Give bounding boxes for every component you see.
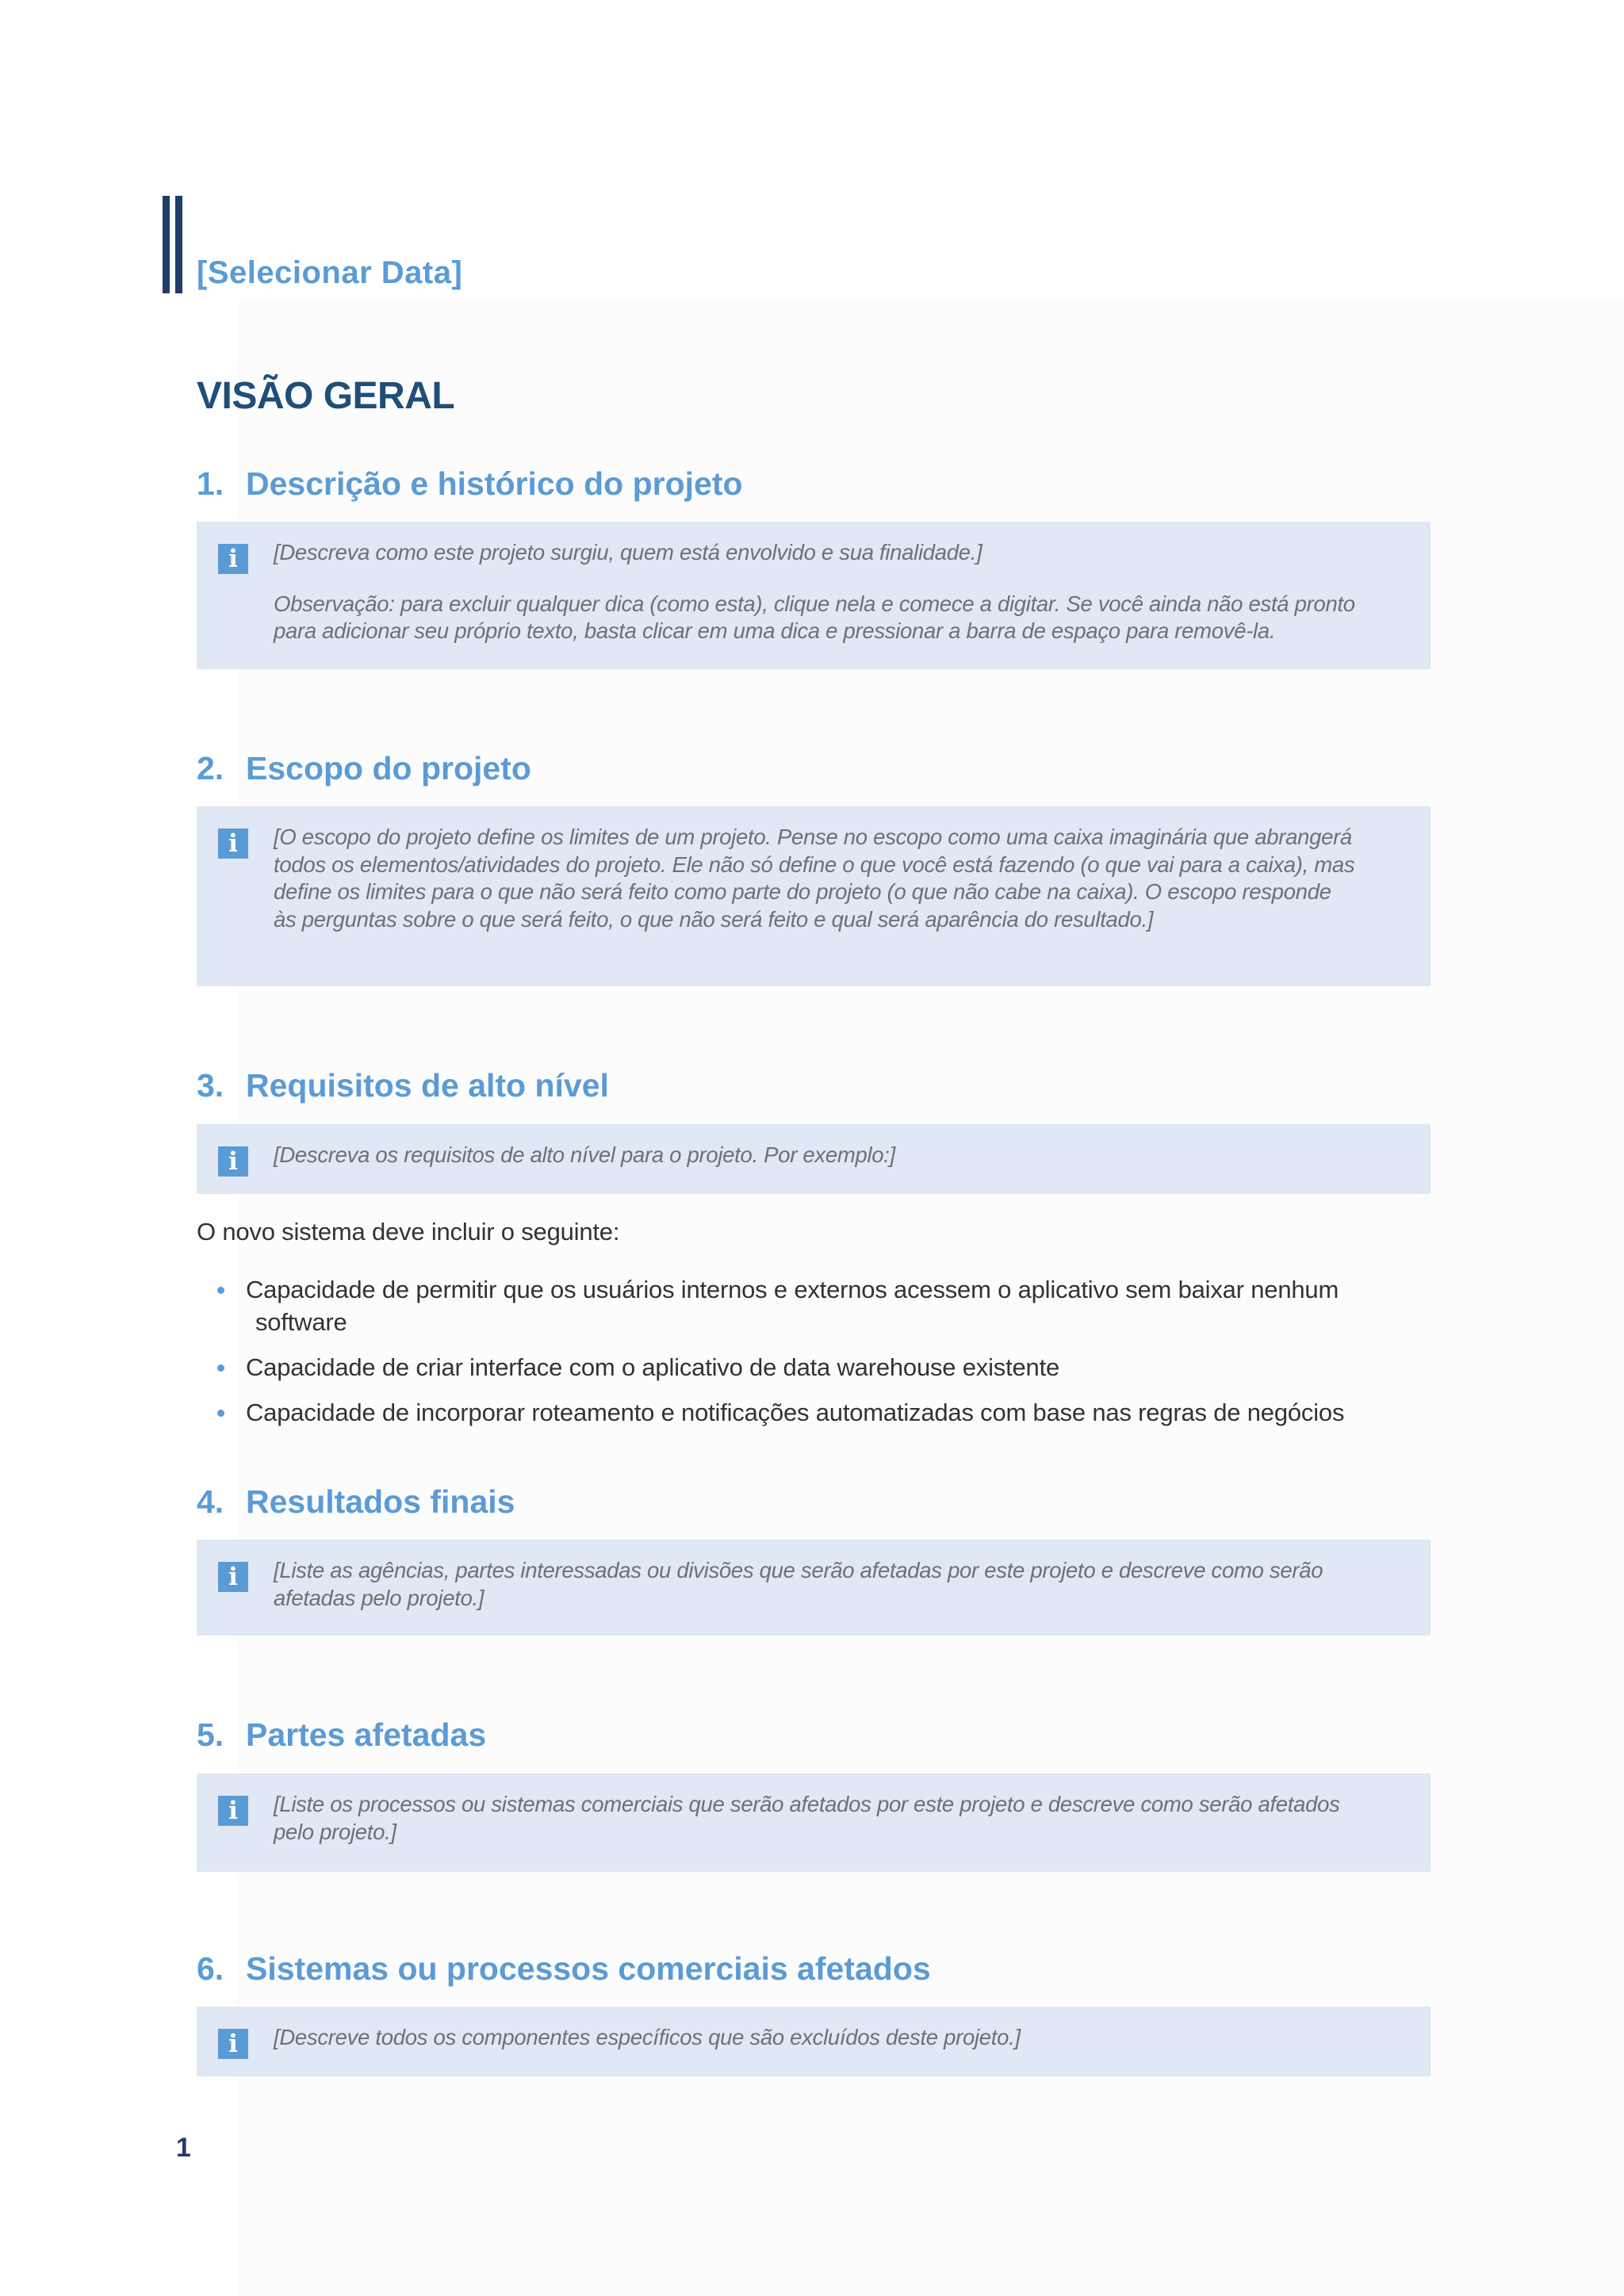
list-item-text: Capacidade de permitir que os usuários internos e externos acessem o aplicativo sem baixar nenhum	[246, 1276, 1339, 1303]
tip-box-5[interactable]	[197, 1774, 1431, 1872]
list-item-text-continuation: software	[255, 1308, 347, 1336]
section-heading-4	[197, 1483, 515, 1521]
section-heading-3	[197, 1067, 609, 1104]
tip-box-4[interactable]	[197, 1540, 1431, 1636]
section-heading-1	[197, 465, 743, 503]
tip-text[interactable]	[274, 1557, 1359, 1612]
list-item-text: Capacidade de incorporar roteamento e notificações automatizadas com base nas regras de negócios	[246, 1399, 1345, 1426]
list-item	[197, 1273, 1465, 1338]
section-number: 2.	[197, 750, 224, 786]
section-number: 4.	[197, 1483, 224, 1520]
section-title: Sistemas ou processos comerciais afetados	[246, 1950, 931, 1987]
tip-paragraph: [Descreve todos os componentes específicos que são excluídos deste projeto.]	[274, 2025, 1021, 2049]
info-icon: i	[218, 828, 248, 859]
section-number: 1.	[197, 465, 224, 502]
section-title: Requisitos de alto nível	[246, 1067, 609, 1104]
page-number: 1	[176, 2133, 191, 2163]
requirements-intro: O novo sistema deve incluir o seguinte:	[197, 1218, 620, 1246]
tip-text[interactable]	[274, 1791, 1359, 1846]
bullet-icon	[217, 1410, 224, 1417]
tip-paragraph: [Descreva os requisitos de alto nível para o projeto. Por exemplo:]	[274, 1142, 895, 1167]
info-icon: i	[218, 1146, 248, 1177]
accent-bar	[175, 196, 182, 293]
tip-box-6[interactable]	[197, 2007, 1431, 2076]
tip-paragraph: Observação: para excluir qualquer dica (como esta), clique nela e comece a digitar. Se você ainda não está pronto para adicionar seu próprio texto, basta clicar em uma dica e pressionar a barra de espaço para removê-la.	[274, 591, 1355, 643]
date-picker-placeholder[interactable]: [Selecionar Data]	[197, 255, 463, 290]
tip-text[interactable]	[274, 2024, 1359, 2052]
info-icon: i	[218, 1796, 248, 1826]
list-item-text: Capacidade de criar interface com o aplicativo de data warehouse existente	[246, 1353, 1060, 1381]
info-icon: i	[218, 544, 248, 574]
section-title: Partes afetadas	[246, 1716, 487, 1753]
section-heading-2	[197, 750, 531, 787]
tip-paragraph: [Liste os processos ou sistemas comerciais que serão afetados por este projeto e descreve como serão afetados pelo projeto.]	[274, 1792, 1340, 1844]
requirements-list	[197, 1273, 1465, 1441]
section-number: 5.	[197, 1716, 224, 1753]
overview-title: VISÃO GERAL	[197, 375, 455, 417]
tip-text[interactable]	[274, 539, 1359, 645]
section-title: Resultados finais	[246, 1483, 515, 1520]
section-heading-5	[197, 1716, 486, 1754]
bullet-icon	[217, 1287, 224, 1294]
tip-text[interactable]	[274, 824, 1359, 933]
section-number: 3.	[197, 1067, 224, 1104]
info-icon: i	[218, 1562, 248, 1592]
tip-paragraph: [O escopo do projeto define os limites de um projeto. Pense no escopo como uma caixa imaginária que abrangerá todos os elementos/atividades do projeto. Ele não só define o que você está fazendo (o que vai para a caixa), mas define os limites para o que não será feito como parte do projeto (o que não cabe na caixa). O escopo responde às perguntas sobre o que será feito, o que não será feito e qual será aparência do resultado.]	[274, 825, 1355, 932]
tip-text[interactable]	[274, 1142, 1359, 1169]
section-heading-6	[197, 1950, 931, 1988]
section-title: Escopo do projeto	[246, 750, 531, 786]
accent-bar	[163, 196, 170, 293]
tip-paragraph: [Descreva como este projeto surgiu, quem está envolvido e sua finalidade.]	[274, 540, 982, 564]
info-icon: i	[218, 2029, 248, 2059]
tip-paragraph: [Liste as agências, partes interessadas ou divisões que serão afetadas por este projeto e descreve como serão afetadas pelo projeto.]	[274, 1558, 1323, 1610]
list-item	[197, 1351, 1465, 1383]
list-item	[197, 1396, 1465, 1429]
section-number: 6.	[197, 1950, 224, 1987]
tip-box-1[interactable]	[197, 522, 1431, 669]
tip-box-3[interactable]	[197, 1124, 1431, 1194]
section-title: Descrição e histórico do projeto	[246, 465, 743, 502]
bullet-icon	[217, 1364, 224, 1372]
tip-box-2[interactable]	[197, 806, 1431, 986]
